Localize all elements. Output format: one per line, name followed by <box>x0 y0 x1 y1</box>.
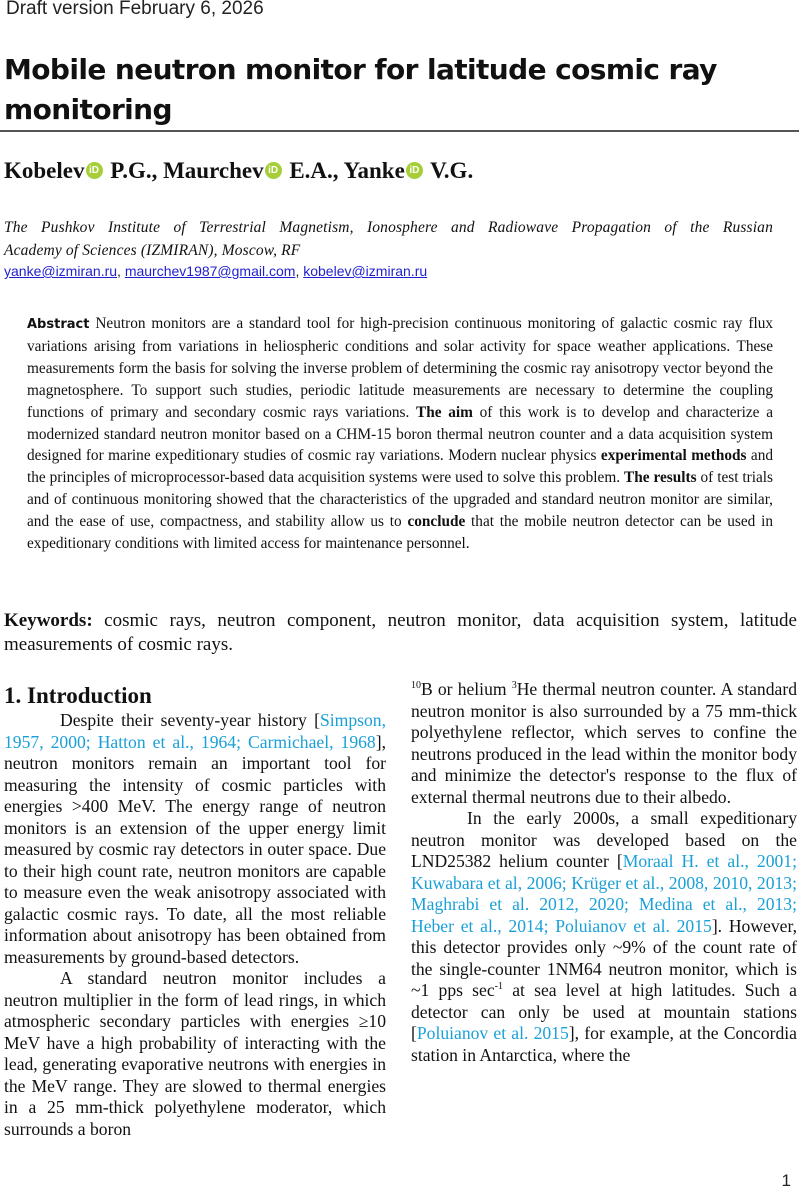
title-divider <box>0 130 799 132</box>
abstract-results-label: The results <box>624 469 697 487</box>
abstract-label: Abstract <box>27 317 90 332</box>
paper-title: Mobile neutron monitor for latitude cosmic ray monitoring <box>4 53 717 126</box>
abstract-text: of test trials and of continuous monitoring showed that the characteristics of the upgraded and standard neutron monitor are similar, and the ease of use, compactness, and stability allow us to <box>27 469 774 531</box>
email-list: yanke@izmiran.ru, maurchev1987@gmail.com, kobelev@izmiran.ru <box>4 263 428 279</box>
author-name: Kobelev <box>4 158 85 183</box>
abstract-text: Neutron monitors are a standard tool for high-precision continuous monitoring of galactic cosmic ray flux variations arising from variations in heliospheric conditions and solar activity for space weather applications. These measurements form the basis for solving the inverse problem of determining the cosmic ray anisotropy vector beyond the magnetosphere. To support such studies, periodic latitude measurements are necessary to determine the coupling functions of primary and secondary cosmic rays variations. <box>27 315 773 421</box>
author-initials: V.G. <box>430 158 474 183</box>
paragraph-text: In the early 2000s, a small expeditionary neutron monitor was developed based on the LND25382 helium counter <box>411 808 797 871</box>
author-initials: P.G., <box>110 158 158 183</box>
citation-link[interactable]: Simpson, 1957, 2000; Hatton et al., 1964; Carmichael, 1968 <box>4 710 386 752</box>
paragraph-text: Despite their seventy-year history <box>60 710 315 730</box>
orcid-icon[interactable]: iD <box>265 162 282 179</box>
abstract-text: that the mobile neutron detector can be used in expeditionary conditions with limited access for maintenance personnel. <box>27 513 773 553</box>
paragraph: A standard neutron monitor includes a neutron multiplier in the form of lead rings, in which atmospheric secondary particles with energies ≥10 MeV have a high probability of interacting with the lead, generating evaporative neutrons with energies in the MeV range. They are slowed to thermal energies in a 25 mm-thick polyethylene moderator, which surrounds a boron <box>4 968 386 1139</box>
abstract-methods-label: experimental methods <box>600 447 747 465</box>
orcid-icon[interactable]: iD <box>406 162 423 179</box>
affiliation-line-1: The Pushkov Institute of Terrestrial Magnetism, Ionosphere and Radiowave Propagation of the Russian <box>4 219 773 236</box>
superscript: 3 <box>511 680 517 691</box>
abstract-aim-label: The aim <box>416 403 473 421</box>
keywords <box>4 609 797 657</box>
paragraph-text: ]. However, this detector provides only ~9% of the count rate of the single-counter 1NM64 neutron monitor, which is ~1 pps sec <box>411 915 797 1000</box>
author-list <box>4 158 473 184</box>
paragraph: In the early 2000s, a small expeditionary neutron monitor was developed based on the LND25382 helium counter [Moraal H. et al., 2001; Kuwabara et al, 2006; Krüger et al., 2008, 2010, 2013; Maghrabi et al. 2012, 2020; Medina et al., 2013; Heber et al., 2014; Poluianov et al. 2015]. However, this detector provides only ~9% of the count rate of the single-counter 1NM64 neutron monitor, which is ~1 pps $\sec^{-1}$ at sea level at high latitudes. Such a detector can only be used at mountain stations [Poluianov et al. 2015], for example, at the Concordia station in Antarctica, where the <box>411 808 797 1065</box>
left-column <box>4 682 386 1140</box>
section-heading: 1. Introduction <box>4 683 152 708</box>
paragraph <box>411 679 797 808</box>
page-number: 1 <box>781 1171 791 1190</box>
keywords-label: Keywords: <box>4 610 93 631</box>
email-link-yanke[interactable]: yanke@izmiran.ru <box>4 263 118 279</box>
abstract-text: of this work is to develop and characterize a modernized standard neutron monitor based on a CHM-15 boron thermal neutron counter and a data acquisition system designed for marine expeditionary studies of cosmic ray variations. Modern nuclear physics <box>27 403 773 465</box>
affiliation <box>4 216 773 262</box>
paragraph <box>4 710 386 968</box>
orcid-icon[interactable]: iD <box>86 162 103 179</box>
paragraph-text: He thermal neutron counter. A standard neutron monitor is also surrounded by a 75 mm-thick polyethylene reflector, which serves to confine the neutrons produced in the lead within the monitor body and minimize the detector's response to the flux of external thermal neutrons due to their albedo. <box>411 679 797 807</box>
keywords-text: cosmic rays, neutron component, neutron monitor, data acquisition system, latitude measurements of cosmic rays. <box>4 610 797 655</box>
paragraph-text: ], neutron monitors remain an important tool for measuring the intensity of cosmic particles with energies >400 MeV. The energy range of neutron monitors is an extension of the upper energy limit measured by cosmic ray detectors in outer space. Due to their high count rate, neutron monitors are capable to measure even the weak anisotropy associated with galactic cosmic rays. To date, all the most reliable information about anisotropy has been obtained from measurements by ground-based detectors. <box>4 731 386 967</box>
citation-link[interactable]: Poluianov et al. 2015 <box>416 1023 569 1043</box>
email-link-kobelev[interactable]: kobelev@izmiran.ru <box>303 263 428 279</box>
author-name: Yanke <box>343 158 405 183</box>
author-name: Maurchev <box>163 158 264 183</box>
draft-header: Draft version February 6, 2026 <box>6 0 264 19</box>
abstract-conclude-label: conclude <box>407 513 466 531</box>
citation-link[interactable]: Moraal H. et al., 2001; Kuwabara et al, 2006; Krüger et al., 2008, 2010, 2013; Maghrabi et al. 2012, 2020; Medina et al., 2013; Heber et al., 2014; Poluianov et al. 2015 <box>411 851 797 936</box>
author-initials: E.A., <box>289 158 339 183</box>
superscript: 10 <box>411 680 421 691</box>
superscript: -1 <box>494 981 503 992</box>
abstract-text: and the principles of microprocessor-based data acquisition systems were used to solve this problem. <box>27 447 773 487</box>
abstract <box>27 313 773 555</box>
bracket: [ <box>314 710 320 730</box>
right-column <box>411 679 797 1066</box>
paragraph-text: B or helium <box>421 679 512 699</box>
paragraph-text: ], for example, at the Concordia station in Antarctica, where the <box>411 1023 797 1065</box>
affiliation-line-2: Academy of Sciences (IZMIRAN), Moscow, RF <box>4 242 301 259</box>
email-link-maurchev[interactable]: maurchev1987@gmail.com <box>124 263 296 279</box>
paragraph-text: at sea level at high latitudes. Such a detector can only be used at mountain stations [ <box>411 980 797 1043</box>
